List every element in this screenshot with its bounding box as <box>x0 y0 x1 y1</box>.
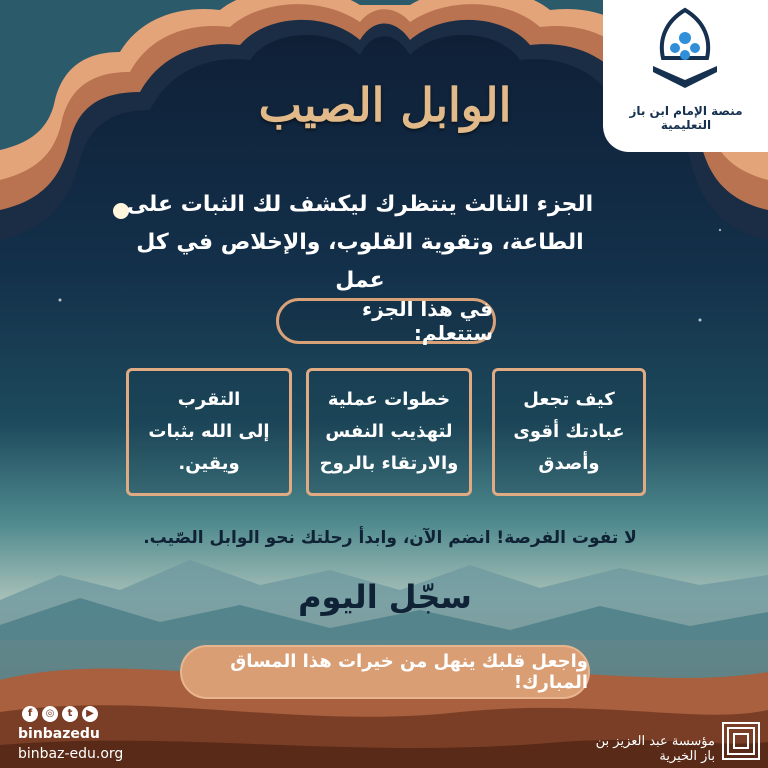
register-heading: سجّل اليوم <box>298 578 472 616</box>
card-3-line-3: ويقين. <box>178 453 240 474</box>
card-2-line-2: لتهذيب النفس <box>325 421 453 442</box>
course-title: الوابل الصيب <box>258 78 512 132</box>
card-1-line-2: عبادتك أقوى <box>513 421 625 442</box>
learn-heading-pill <box>276 298 496 344</box>
twitter-icon[interactable]: t <box>62 706 78 722</box>
social-handle: binbazedu <box>18 726 100 742</box>
card-2-line-3: والارتقاء بالروح <box>319 453 459 474</box>
foundation-name: مؤسسة عبد العزيز بن باز الخيرية <box>595 734 715 764</box>
card-2-line-1: خطوات عملية <box>327 389 451 410</box>
learning-card-1 <box>492 368 646 496</box>
learn-heading: في هذا الجزء ستتعلم: <box>362 297 493 345</box>
cta-text: لا تفوت الفرصة! انضم الآن، وابدأ رحلتك نحو الوابل الصّيب. <box>143 528 637 548</box>
website-link[interactable]: binbaz-edu.org <box>18 746 124 762</box>
foundation-seal-icon <box>722 722 760 760</box>
card-3-line-1: التقرب <box>177 389 241 410</box>
card-3-line-2: إلى الله بثبات <box>148 421 270 442</box>
closing-banner <box>180 645 590 699</box>
youtube-icon[interactable]: ▶ <box>82 706 98 722</box>
intro-line-1: الجزء الثالث ينتظرك ليكشف لك الثبات على <box>126 192 594 217</box>
open-book-mosque-icon <box>603 0 768 104</box>
intro-line-2: الطاعة، وتقوية القلوب، والإخلاص في كل عمل <box>136 230 584 293</box>
social-icons <box>22 706 98 722</box>
card-1-line-3: وأصدق <box>538 453 600 474</box>
closing-banner-text: واجعل قلبك ينهل من خيرات هذا المساق المبارك! <box>230 651 588 693</box>
facebook-icon[interactable]: f <box>22 706 38 722</box>
logo-brand-name: منصة الإمام ابن باز التعليمية <box>629 104 743 132</box>
instagram-icon[interactable]: ◎ <box>42 706 58 722</box>
learning-card-3 <box>126 368 292 496</box>
intro-text <box>110 186 610 300</box>
card-1-line-1: كيف تجعل <box>523 389 615 410</box>
learning-card-2 <box>306 368 472 496</box>
